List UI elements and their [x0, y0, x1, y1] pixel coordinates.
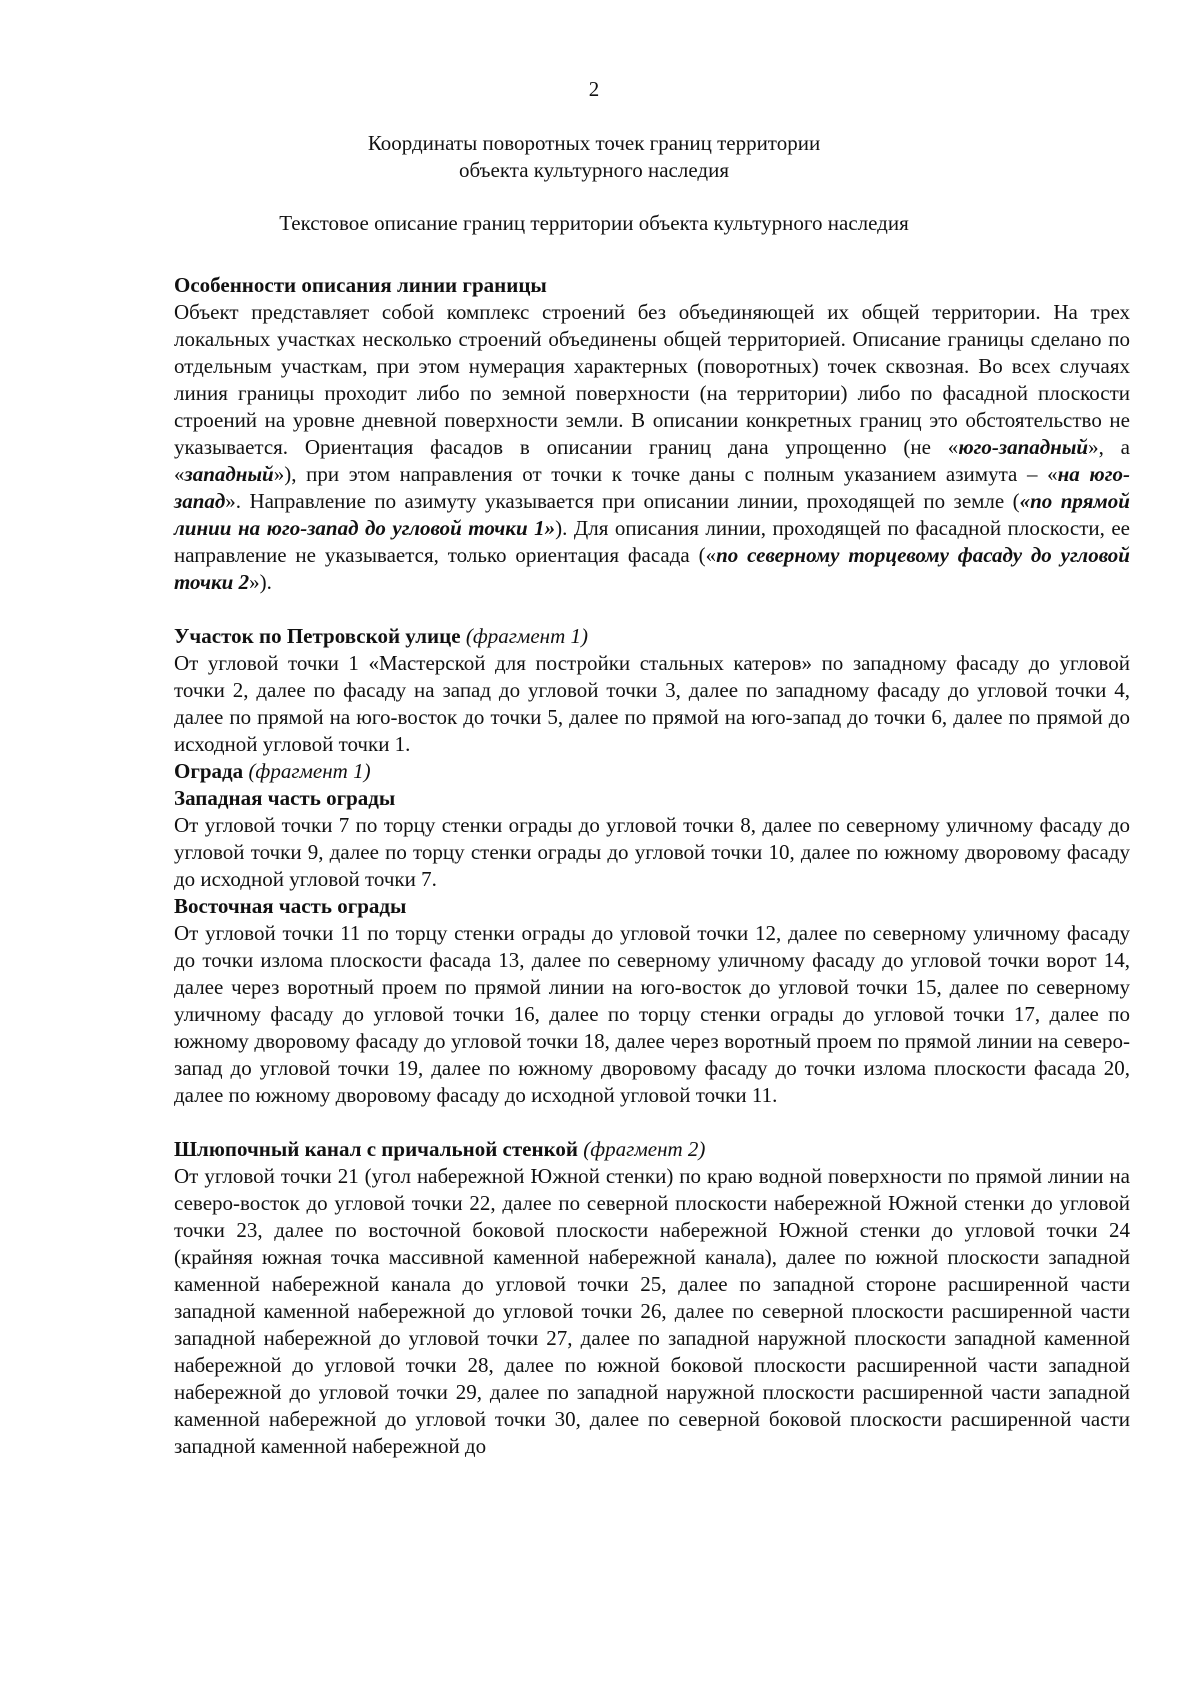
section-heading-petrovskaya [174, 623, 1130, 650]
features-text-1: Объект представляет собой комплекс строений без объединяющей их общей территории. На трех локальных участках несколько строений объединены общей территорией. Описание границы сделано по отдельным участкам, при этом нумерация характерных (поворотных) точек сквозная. Во всех случаях линия границы проходит либо по земной поверхности (на территории) либо по фасадной плоскости строений на уровне дневной поверхности земли. В описании конкретных границ это обстоятельство не указывается. Ориентация фасадов в описании границ дана упрощенно (не « [174, 300, 1130, 459]
features-emphasis-2: западный [184, 462, 274, 486]
features-text-6: »). [249, 570, 272, 594]
fence-east-paragraph: От угловой точки 11 по торцу стенки ограды до угловой точки 12, далее по северному уличному фасаду до точки излома плоскости фасада 13, далее по северному уличному фасаду до угловой точки ворот 14, далее через воротный проем по прямой линии на юго-восток до угловой точки 15, далее по северному уличному фасаду до угловой точки 16, далее по торцу стенки ограды до угловой точки 17, далее по южному дворовому фасаду до угловой точки 18, далее через воротный проем по прямой линии на северо-запад до угловой точки 19, далее по южному дворовому фасаду до точки излома плоскости фасада 20, далее по южному дворовому фасаду до исходной угловой точки 11. [174, 921, 1130, 1107]
fence-heading-text: Ограда [174, 759, 244, 783]
page-number: 2 [588, 77, 600, 101]
features-emphasis-1: юго-западный [958, 435, 1089, 459]
spacer [174, 596, 1130, 623]
features-emphasis-3: на юго-запад [174, 462, 1130, 513]
section-canal [174, 1136, 1130, 1460]
features-text-5: ). Для описания линии, проходящей по фасадной плоскости, ее направление не указывается, только ориентация фасада (« [174, 516, 1130, 567]
document-title-line-1: Координаты поворотных точек границ территории [367, 131, 821, 155]
petrovskaya-heading-text: Участок по Петровской улице [174, 624, 461, 648]
subsection-heading-fence-west: Западная часть ограды [174, 786, 396, 810]
document-title-line-2: объекта культурного наследия [459, 158, 729, 182]
features-text-2: », а « [174, 435, 1130, 486]
canal-paragraph: От угловой точки 21 (угол набережной Южной стенки) по краю водной поверхности по прямой линии на северо-восток до угловой точки 22, далее по северной плоскости набережной Южной стенки до угловой точки 23, далее по восточной боковой плоскости набережной Южной стенки до угловой точки 24 (крайняя южная точка массивной каменной набережной канала), далее по южной плоскости западной каменной набережной канала до угловой точки 25, далее по западной стороне расширенной части западной каменной набережной до угловой точки 26, далее по северной плоскости расширенной части западной набережной до угловой точки 27, далее по западной наружной плоскости западной каменной набережной до угловой точки 28, далее по южной боковой плоскости расширенной части западной набережной до угловой точки 29, далее по западной наружной плоскости расширенной части западной каменной набережной до угловой точки 30, далее по северной боковой плоскости расширенной части западной каменной набережной до [174, 1164, 1130, 1458]
fence-west-paragraph: От угловой точки 7 по торцу стенки ограды до угловой точки 8, далее по северному уличному фасаду до угловой точки 9, далее по торцу стенки ограды до угловой точки 10, далее по южному дворовому фасаду до исходной угловой точки 7. [174, 813, 1130, 891]
subsection-heading-fence-east: Восточная часть ограды [174, 894, 407, 918]
section-features [174, 272, 1130, 596]
section-heading-features: Особенности описания линии границы [174, 273, 547, 297]
features-text-4: ». Направление по азимуту указывается при описании линии, проходящей по земле ( [225, 489, 1020, 513]
features-emphasis-4: «по прямой линии на юго-запад до угловой точки 1» [174, 489, 1130, 540]
section-heading-fence [174, 758, 1130, 785]
features-text-3: »), при этом направления от точки к точке даны с полным указанием азимута – « [273, 462, 1058, 486]
document-subtitle: Текстовое описание границ территории объекта культурного наследия [279, 211, 909, 235]
document-body [174, 272, 1130, 1460]
section-fence [174, 758, 1130, 1109]
canal-heading-text: Шлюпочный канал с причальной стенкой [174, 1137, 579, 1161]
petrovskaya-fragment-ref: (фрагмент 1) [465, 624, 588, 648]
features-emphasis-5: по северному торцевому фасаду до угловой точки 2 [174, 543, 1130, 594]
section-heading-canal [174, 1136, 1130, 1163]
canal-fragment-ref: (фрагмент 2) [583, 1137, 706, 1161]
spacer [174, 1109, 1130, 1136]
features-paragraph [174, 299, 1130, 596]
section-petrovskaya [174, 623, 1130, 758]
fence-fragment-ref: (фрагмент 1) [248, 759, 371, 783]
petrovskaya-paragraph: От угловой точки 1 «Мастерской для постройки стальных катеров» по западному фасаду до угловой точки 2, далее по фасаду на запад до угловой точки 3, далее по западному фасаду до угловой точки 4, далее по прямой на юго-восток до точки 5, далее по прямой на юго-запад до точки 6, далее по прямой до исходной угловой точки 1. [174, 651, 1130, 756]
